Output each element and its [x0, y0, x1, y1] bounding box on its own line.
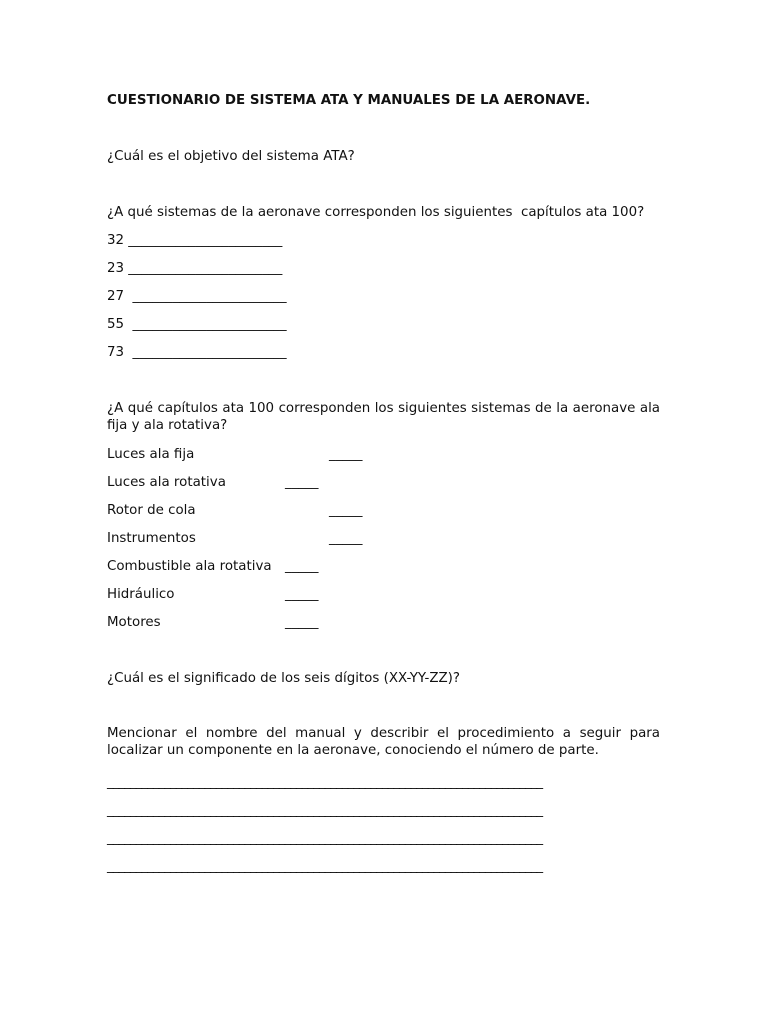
answer-line-chapter-32[interactable]: 32 _______________________ — [107, 233, 283, 248]
question-systems-chapters: ¿A qué capítulos ata 100 corresponden los siguientes sistemas de la aeronave ala fija y ala rotativa? — [107, 401, 660, 433]
answer-line-chapter-73[interactable]: 73 _______________________ — [107, 345, 287, 360]
question-ata-chapters: ¿A qué sistemas de la aeronave corresponden los siguientes capítulos ata 100? — [107, 205, 645, 220]
answer-line-1[interactable]: ____________________________________________________________________________ — [107, 775, 543, 790]
system-label-instrumentos: Instrumentos — [107, 531, 196, 546]
system-label-motores: Motores — [107, 615, 161, 630]
system-label-hidraulico: Hidráulico — [107, 587, 175, 602]
answer-blank-luces-ala-rotativa[interactable]: _____ — [285, 475, 319, 490]
system-label-luces-ala-rotativa: Luces ala rotativa — [107, 475, 226, 490]
answer-blank-combustible-ala-rotativa[interactable]: _____ — [285, 559, 319, 574]
system-label-rotor-de-cola: Rotor de cola — [107, 503, 196, 518]
system-label-combustible-ala-rotativa: Combustible ala rotativa — [107, 559, 272, 574]
question-six-digits: ¿Cuál es el significado de los seis dígitos (XX-YY-ZZ)? — [107, 671, 461, 686]
answer-blank-rotor-de-cola[interactable]: _____ — [329, 503, 363, 518]
document-title: CUESTIONARIO DE SISTEMA ATA Y MANUALES DE LA AERONAVE. — [107, 93, 591, 108]
answer-line-chapter-23[interactable]: 23 _______________________ — [107, 261, 283, 276]
system-label-luces-ala-fija: Luces ala fija — [107, 447, 195, 462]
answer-line-chapter-27[interactable]: 27 _______________________ — [107, 289, 287, 304]
answer-blank-luces-ala-fija[interactable]: _____ — [329, 447, 363, 462]
answer-line-2[interactable]: ____________________________________________________________________________ — [107, 803, 543, 818]
answer-line-3[interactable]: ____________________________________________________________________________ — [107, 831, 543, 846]
answer-blank-hidraulico[interactable]: _____ — [285, 587, 319, 602]
question-manual-procedure: Mencionar el nombre del manual y describir el procedimiento a seguir para localizar un componente en la aeronave, conociendo el número de parte. — [107, 726, 660, 758]
answer-blank-motores[interactable]: _____ — [285, 615, 319, 630]
answer-line-chapter-55[interactable]: 55 _______________________ — [107, 317, 287, 332]
answer-blank-instrumentos[interactable]: _____ — [329, 531, 363, 546]
answer-line-4[interactable]: ____________________________________________________________________________ — [107, 859, 543, 874]
question-objective-ata: ¿Cuál es el objetivo del sistema ATA? — [107, 149, 355, 164]
